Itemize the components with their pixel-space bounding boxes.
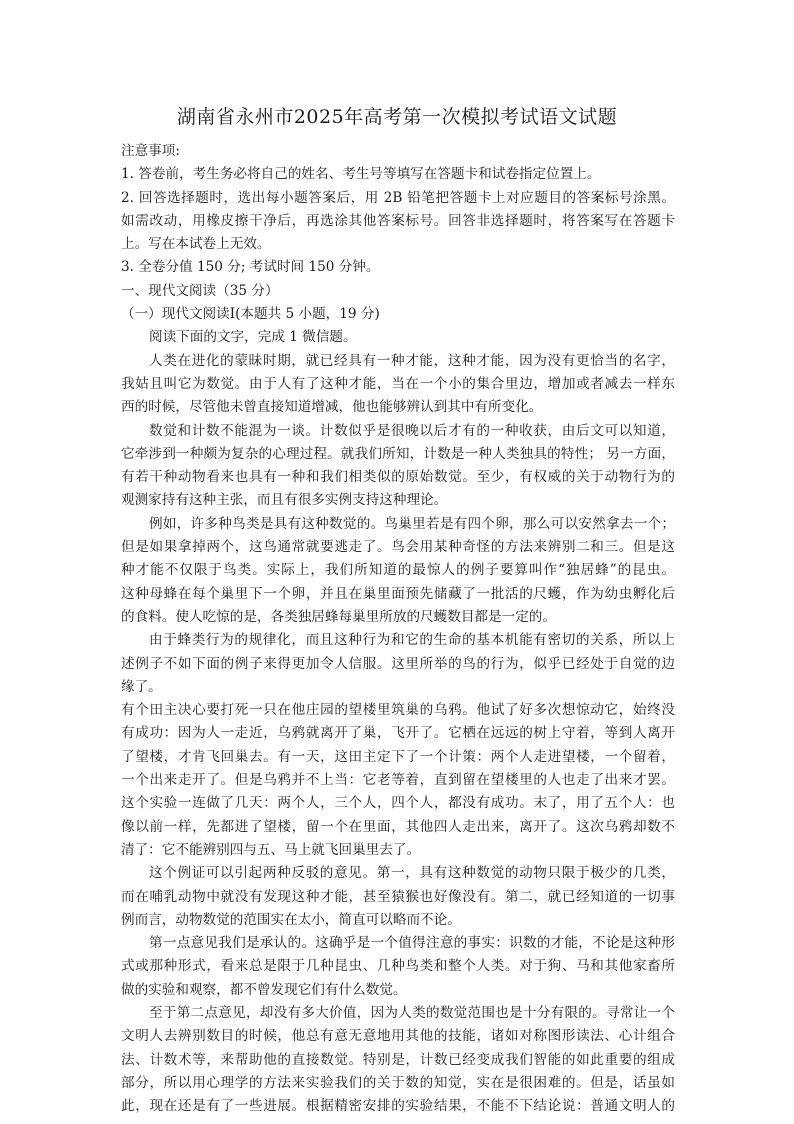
text-line: 这个例证可以引起两种反驳的意见。第一，具有这种数觉的动物只限于极少的几类，: [149, 865, 675, 882]
notice-line: 上。写在本试卷上无效。: [121, 236, 271, 253]
text-line: 第一点意见我们是承认的。这确乎是一个值得注意的事实：识数的才能，不论是这种形: [149, 935, 675, 952]
reading-instruction: 阅读下面的文字，完成 1 微信题。: [149, 329, 357, 346]
text-line: 我姑且叫它为数觉。由于人有了这种才能，当在一个小的集合里边，增加或者减去一样东: [121, 375, 675, 392]
document-title: 湖南省永州市2025年高考第一次模拟考试语文试题: [176, 106, 618, 128]
text-line: 有若干种动物看来也具有一种和我们相类似的原始数觉。至少，有权威的关于动物行为的: [121, 469, 675, 486]
notice-line: 1. 答卷前，考生务必将自己的姓名、考生号等填写在答题卡和试卷指定位置上。: [121, 166, 601, 183]
text-line: 但是如果拿掉两个，这鸟通常就要逃走了。鸟会用某种奇怪的方法来辨别二和三。但是这: [121, 539, 675, 556]
text-line: 观测家持有这种主张，而且有很多实例支持这种理论。: [121, 492, 448, 509]
text-line: 了望楼，才肯飞回巢去。有一天，这田主定下了一个计策：两个人走进望楼，一个留着，: [121, 748, 675, 765]
text-line: 这种母蜂在每个巢里下一个卵，并且在巢里面预先储藏了一批活的尺蠖，作为幼虫孵化后: [121, 585, 675, 602]
text-line: 而在哺乳动物中就没有发现这种才能，甚至猿猴也好像没有。第二，就已经知道的一切事: [121, 888, 675, 905]
text-line: 清了：它不能辨别四与五、马上就飞回巢里去了。: [121, 841, 421, 858]
text-line: 做的实验和观察，都不曾发现它们有什么数觉。: [121, 981, 407, 998]
text-line: 例而言，动物数觉的范围实在太小，简直可以略而不论。: [121, 911, 461, 928]
text-line: 例如，许多种鸟类是具有这种数觉的。鸟巢里若是有四个卵，那么可以安然拿去一个；: [149, 515, 675, 532]
notice-heading: 注意事项:: [121, 143, 180, 159]
text-line: 种才能不仅限于鸟类。实际上，我们所知道的最惊人的例子要算叫作“独居蜂”的昆虫。: [121, 562, 675, 579]
text-line: 文明人去辨别数目的时候，他总有意无意地用其他的技能，诸如对称图形读法、心计组合: [121, 1028, 675, 1045]
text-line: 缘了。: [121, 678, 162, 695]
text-line: 由于蜂类行为的规律化，而且这种行为和它的生命的基本机能有密切的关系，所以上: [149, 632, 675, 649]
text-line: 此，现在还是有了一些进展。根据精密安排的实验结果，不能不下结论说：普通文明人的: [121, 1098, 675, 1115]
text-line: 它牵涉到一种颇为复杂的心理过程。就我们所知，计数是一种人类独具的特性； 另一方面，: [121, 445, 675, 462]
text-line: 式或那种形式，看来总是限于几种昆虫、几种鸟类和整个人类。对于狗、马和其他家畜所: [121, 958, 675, 975]
document-body: [121, 140, 675, 1118]
text-line: 西的时候，尽管他未曾直接知道增减，他也能够辨认到其中有所变化。: [121, 399, 543, 416]
text-line: 一个出来走开了。但是乌鸦并不上当：它老等着，直到留在望楼里的人也走了出来才罢。: [121, 772, 675, 789]
section-heading: 一、现代文阅读（35 分）: [121, 282, 279, 299]
notice-line: 如需改动，用橡皮擦干净后，再选涂其他答案标号。回答非选择题时，将答案写在答题卡: [121, 212, 675, 229]
text-line: 这个实验一连做了几天：两个人，三个人，四个人，都没有成功。末了，用了五个人：也: [121, 795, 675, 812]
notice-line: 3. 全卷分值 150 分; 考试时间 150 分钟。: [121, 259, 380, 276]
text-line: 至于第二点意见，却没有多大价值，因为人类的数觉范围也是十分有限的。寻常让一个: [149, 1004, 675, 1021]
text-line: 人类在进化的蒙昧时期，就已经具有一种才能，这种才能，因为没有更恰当的名字，: [149, 352, 675, 369]
text-line: 有成功：因为人一走近，乌鸦就离开了巢，飞开了。它栖在远远的树上守着，等到人离开: [121, 725, 675, 742]
text-line: 的食料。使人吃惊的是，各类独居蜂每巢里所放的尺蠖数目都是一定的。: [121, 608, 556, 625]
text-line: 述例子不如下面的例子来得更加令人信服。这里所举的鸟的行为，似乎已经处于自觉的边: [121, 655, 675, 672]
subsection-heading: （一）现代文阅读Ⅰ(本题共 5 小题，19 分): [121, 306, 380, 323]
text-line: 部分，所以用心理学的方法来实验我们的关于数的知觉，实在是很困难的。但是，话虽如: [121, 1074, 675, 1091]
text-line: 数觉和计数不能混为一谈。计数似乎是很晚以后才有的一种收获，由后文可以知道，: [149, 422, 675, 439]
text-line: 有个田主决心要打死一只在他庄园的望楼里筑巢的乌鸦。他试了好多次想惊动它，始终没: [121, 702, 675, 719]
notice-line: 2. 回答选择题时，选出每小题答案后，用 2B 铅笔把答题卡上对应题目的答案标号涂黑。: [121, 189, 675, 206]
text-line: 像以前一样，先都进了望楼，留一个在里面，其他四人走出来，离开了。这次乌鸦却数不: [121, 818, 675, 835]
text-line: 法、计数术等，来帮助他的直接数觉。特别是，计数已经变成我们智能的如此重要的组成: [121, 1051, 675, 1068]
